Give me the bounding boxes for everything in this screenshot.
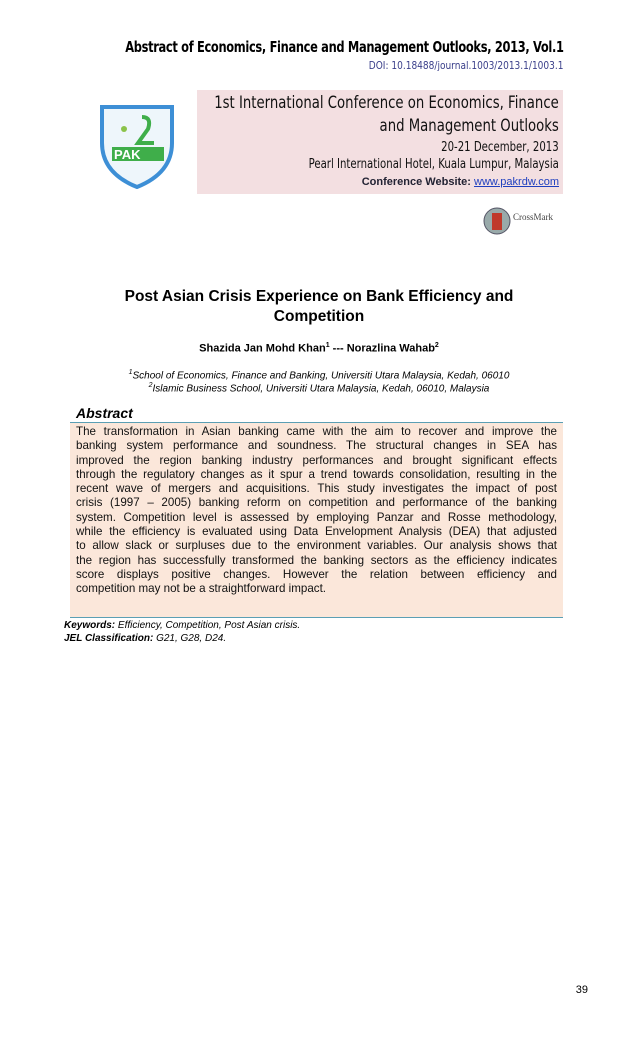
abstract-box [70,422,563,618]
keywords-label: Keywords: [64,620,116,631]
keywords [64,620,300,631]
conference-banner [197,90,563,194]
website-link[interactable]: www.pakrdw.com [474,176,559,188]
abstract-line: through the regulatory changes as it spur a trend towards consolidation, resulting in the [76,467,557,481]
abstract-line: system. Competition level is assessed by employing Panzar and Rosse methodology, [76,510,557,524]
logo-text: PAK [114,147,141,162]
keywords-value: Efficiency, Competition, Post Asian crisis. [115,620,301,631]
author-separator: --- [329,342,347,355]
conference-website [362,176,559,188]
aff2-sup: 2 [148,382,153,389]
title-line1: Post Asian Crisis Experience on Bank Efficiency and [124,288,514,305]
jel-value: G21, G28, D24. [153,633,227,644]
aff1-sup: 1 [128,369,133,376]
author-1: Shazida Jan Mohd Khan [199,342,326,355]
website-label: Conference Website: [361,176,471,188]
affiliation-2 [60,382,578,394]
author-1-sup: 1 [325,342,330,349]
crossmark-text: CrossMark [513,212,553,222]
abstract-line: while the efficiency is evaluated using Data Envelopment Analysis (DEA) that adjusted [76,525,557,539]
page-number: 39 [575,984,588,996]
abstract-text [76,425,557,597]
abstract-line: to allow slack or surpluses due to the environment variables. Our analysis shows that [76,539,557,553]
abstract-line: recent wave of mergers and acquisitions. This study investigates the impact of post [76,482,557,496]
author-2: Norazlina Wahab [346,342,435,355]
title-line2: Competition [273,308,365,325]
abstract-line: The transformation in Asian banking came with the aim to recover and improve the [76,425,557,438]
abstract-line: the region has successfully transformed the banking sectors as the efficiency indicates [76,553,557,567]
crossmark-badge[interactable] [483,206,563,236]
conference-name-line2: and Management Outlooks [379,116,559,136]
abstract-line: banking system performance and soundness. The structural changes in SEA has [76,439,557,453]
abstract-line: score displays positive changes. However the relation between efficiency and [76,567,557,581]
conference-name-line1: 1st International Conference on Economics, Finance [214,93,559,113]
aff2-text: Islamic Business School, Universiti Utara Malaysia, Kedah, 06010, Malaysia [152,383,490,395]
abstract-line: competition may not be a straightforward impact. [76,582,327,596]
author-2-sup: 2 [434,342,439,349]
conference-dates: 20-21 December, 2013 [441,140,559,155]
doi: DOI: 10.18488/journal.1003/2013.1/1003.1 [369,59,564,72]
journal-title: Abstract of Economics, Finance and Management Outlooks, 2013, Vol.1 [125,38,564,56]
conference-venue: Pearl International Hotel, Kuala Lumpur, Malaysia [308,157,559,172]
jel-classification [64,633,226,644]
aff1-text: School of Economics, Finance and Banking, Universiti Utara Malaysia, Kedah, 06010 [132,370,510,382]
abstract-line: crisis (1997 – 2005) banking reform on competition and performance of the banking [76,496,557,510]
authors [60,342,578,355]
paper-title [60,287,578,327]
pak-logo [98,103,176,189]
affiliation-1 [60,369,578,381]
jel-label: JEL Classification: [64,633,154,644]
abstract-heading: Abstract [76,405,133,421]
abstract-line: improved the region banking industry performances and brought significant effects [76,453,557,467]
